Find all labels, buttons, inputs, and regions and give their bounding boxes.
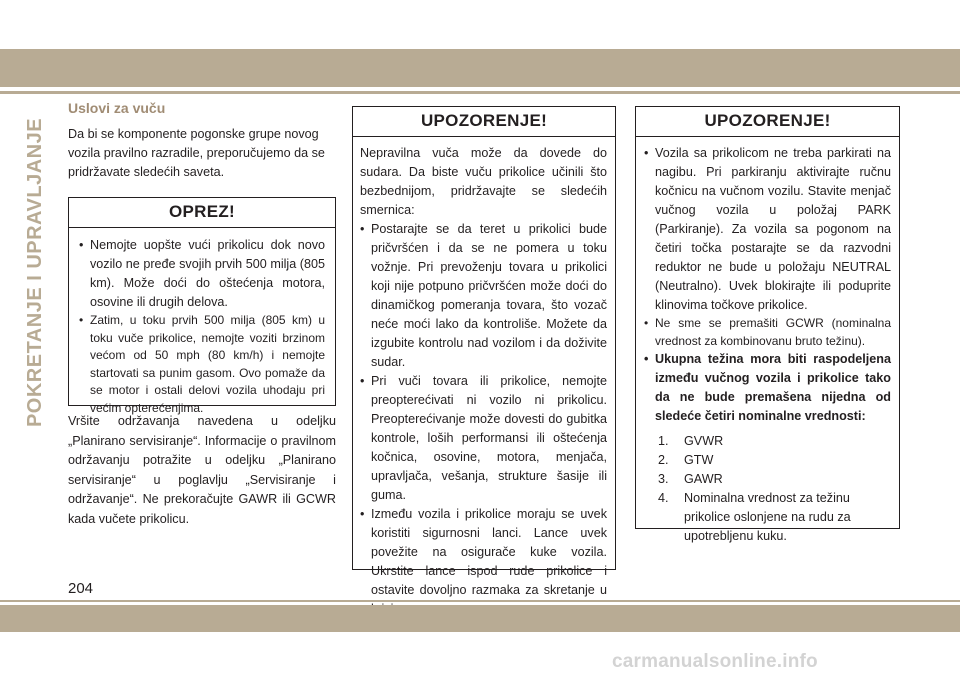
list-item: 4. Nominalna vrednost za težinu prikolice oslonjene na rudu za upotrebljenu kuku. — [658, 491, 851, 543]
bullet-mark: • — [644, 352, 649, 366]
caution-body — [69, 228, 335, 417]
bullet-mark: • — [79, 313, 84, 327]
warning-bullet-text: Pri vuči tovara ili prikolice, nemojte preopterećivati ni vozilo ni prikolicu. Preopterećivanje može dovesti do gubitka kontrole, loših performansi ili oštećenja kočnica, osovine, motora, menjača, upravljača, vešanja, strukture šasije ili guma. — [371, 374, 607, 502]
watermark: carmanualsonline.info — [612, 651, 818, 672]
header-rule — [0, 91, 960, 94]
caution-title: OPREZ! — [69, 198, 335, 228]
warning-bullet-text: Između vozila i prikolice moraju se uvek koristiti sigurnosni lanci. Lance uvek povežite na osigurače kuke vozila. Ukrstite lance ispod rude prikolice i ostavite dovoljno razmaka za skretanje u — [371, 507, 607, 597]
warning-bullet-text: Vozila sa prikolicom ne treba parkirati na nagibu. Pri parkiranju aktivirajte ručnu kočnicu na vučnom vozilu. Stavite menjač vučnog vozila u položaj PARK (Parkiranje). Za vozila sa pogonom na četiri točka postarajte se da razvodni reduktor ne bude u položaju NEUTRAL (Neutralno). Uvek blokirajte ili poduprite klinovima točkove prikolice. — [655, 146, 891, 312]
section-heading: Uslovi za vuču — [68, 100, 166, 116]
page-number: 204 — [68, 580, 94, 597]
caution-box — [68, 197, 336, 415]
list-item: 2. GTW — [658, 453, 714, 467]
chapter-side-tab — [22, 102, 50, 442]
footer-rule — [0, 600, 960, 602]
warning-bullet-text: Postarajte se da teret u prikolici bude pričvršćen i da se ne pomera u toku vožnje. Pri prevoženju tovara u prikolici koji nije potpuno pričvršćen može doći do dinamičkog pomeranja tovara, što vozač neće moći lako da kontroliše. Možete da izgubite kontrolu nad vozilom i da doživite sudar. — [371, 222, 607, 369]
bullet-mark: • — [360, 222, 365, 236]
bullet-mark: • — [644, 146, 649, 160]
warning-title: UPOZORENJE! — [353, 107, 615, 137]
warning-box-2 — [635, 106, 900, 543]
warning-body — [636, 137, 899, 546]
warning-bullet-text: Ne sme se premašiti GCWR (nominalna vrednost za kombinovanu bruto težinu). — [655, 316, 891, 348]
left-column — [68, 100, 336, 182]
header-band — [0, 49, 960, 87]
warning-box-1 — [352, 106, 616, 597]
bullet-mark: • — [644, 316, 649, 330]
rating-list — [644, 432, 891, 546]
caution-bullet — [79, 312, 325, 417]
section-intro: Da bi se komponente pogonske grupe novog vozila pravilno razradile, preporučujemo da se pridržavate sledećih saveta. — [68, 127, 325, 179]
warning-bullet — [360, 220, 607, 372]
warning-intro: Nepravilna vuča može da dovede do sudara. Da biste vuču prikolice učinili što bezbednijom, pridržavajte se sledećih smernica: — [360, 146, 607, 217]
warning-bullet-text: Ukupna težina mora biti raspodeljena između vučnog vozila i prikolice tako da ne bude premašena nijedna od sledeće četiri nominalne vrednosti: — [655, 352, 891, 423]
warning-bullet — [644, 144, 891, 315]
maintenance-paragraph: Vršite održavanja navedena u odeljku „Planirano servisiranje“. Informacije o pravilnom održavanju potražite u odeljku „Planirano servisiranje“ u poglavlju „Servisiranje i održavanje“. Ne prekoračujte GAWR ili GCWR kada vučete prikolicu. — [68, 414, 336, 526]
warning-bullet — [644, 350, 891, 426]
caution-bullet — [79, 236, 325, 312]
caution-bullet-text: Zatim, u toku prvih 500 milja (805 km) u toku vuče prikolice, nemojte voziti brzinom većom od 50 mph (80 km/h) i nemojte startovati sa punim gasom. Ovo pomaže da se motor i ostali delovi vozila uhodaju pri većim opterećenjima. — [90, 313, 325, 415]
chapter-title: POKRETANJE I UPRAVLJANJE — [24, 117, 47, 427]
warning-bullet — [360, 372, 607, 505]
footer-band — [0, 605, 960, 632]
warning-bullet — [644, 315, 891, 350]
list-item: 3. GAWR — [658, 472, 723, 486]
warning-body — [353, 137, 615, 619]
list-item: 1. GVWR — [658, 434, 724, 448]
bullet-mark: • — [79, 238, 84, 252]
bullet-mark: • — [360, 374, 365, 388]
warning-title: UPOZORENJE! — [636, 107, 899, 137]
caution-bullet-text: Nemojte uopšte vući prikolicu dok novo vozilo ne pređe svojih prvih 500 milja (805 km). Može doći do oštećenja motora, osovine ili drugih delova. — [90, 238, 325, 309]
bullet-mark: • — [360, 507, 365, 521]
